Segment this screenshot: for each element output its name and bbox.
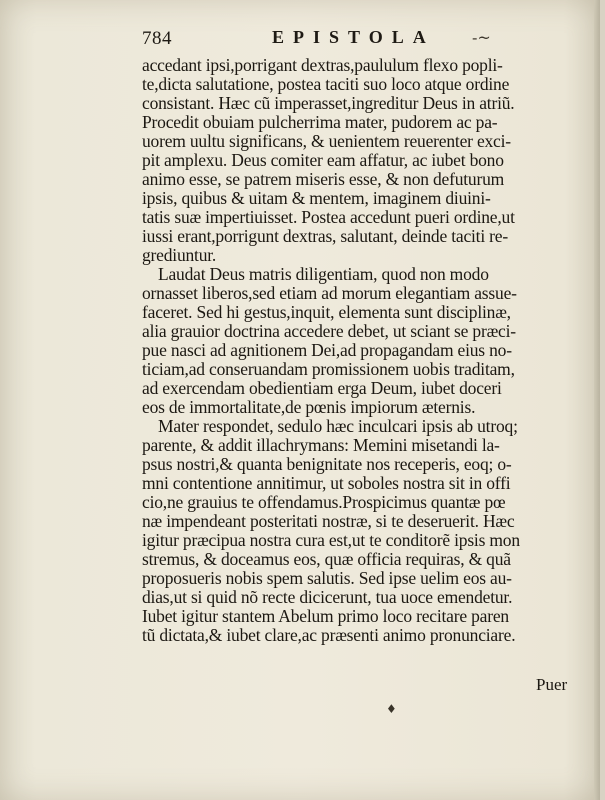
text-line: ticiam,ad conseruandam promissionem uobis traditam,: [142, 359, 515, 379]
text-line: stremus, & doceamus eos, quæ officia requiras, & quã: [142, 549, 511, 569]
text-line: dias,ut si quid nõ recte dicicerunt, tua uoce emendetur.: [142, 587, 513, 607]
text-line: animo esse, se patrem miseris esse, & non defuturum: [142, 169, 505, 189]
text-line: cio,ne grauius te offendamus.Prospicimus quantæ pœ: [142, 492, 506, 512]
text-line: faceret. Sed hi gestus,inquit, elementa sunt disciplinæ,: [142, 302, 511, 322]
text-line: uorem uultu significans, & uenientem reuerenter exci-: [142, 131, 511, 151]
text-line: Iubet igitur stantem Abelum primo loco recitare paren: [142, 606, 509, 626]
text-line: grediuntur.: [142, 245, 217, 265]
page-edge: [594, 0, 600, 800]
page-number: 784: [142, 28, 172, 49]
text-line: psus nostri,& quanta benignitate nos receperis, eoq; o-: [142, 454, 512, 474]
page-header: [142, 22, 522, 52]
text-line: pit amplexu. Deus comiter eam affatur, ac iubet bono: [142, 150, 504, 170]
paragraph-1: [142, 56, 572, 265]
text-line: Laudat Deus matris diligentiam, quod non modo: [158, 264, 489, 284]
text-line: næ impendeant posteritati nostræ, si te deseruerit. Hæc: [142, 511, 515, 531]
catchword: Puer: [536, 675, 568, 694]
text-line: accedant ipsi,porrigant dextras,paululum flexo popli-: [142, 55, 503, 75]
text-line: consistant. Hæc cũ imperasset,ingreditur Deus in atriũ.: [142, 93, 515, 113]
text-line: igitur præcipua nostra cura est,ut te conditorẽ ipsis mon: [142, 530, 520, 550]
text-line: tũ dictata,& iubet clare,ac præsenti animo pronunciare.: [142, 625, 516, 645]
paragraph-2: [142, 265, 572, 417]
text-line: te,dicta salutatione, postea taciti suo loco atque ordine: [142, 74, 510, 94]
text-line: alia grauior doctrina accedere debet, ut sciant se præci-: [142, 321, 516, 341]
paragraph-3: [142, 417, 572, 645]
text-line: iussi erant,porrigunt dextras, salutant, deinde taciti re-: [142, 226, 508, 246]
text-line: eos de immortalitate,de pœnis impiorum æternis.: [142, 397, 476, 417]
text-line: Procedit obuiam pulcherrima mater, pudorem ac pa-: [142, 112, 498, 132]
footer-ornament-icon: ♦: [386, 702, 397, 716]
header-ornament: -~: [472, 28, 491, 47]
text-line: ad exercendam obedientiam erga Deum, iubet doceri: [142, 378, 502, 398]
body-text: [142, 56, 572, 645]
text-line: ornasset liberos,sed etiam ad morum elegantiam assue-: [142, 283, 517, 303]
text-line: Mater respondet, sedulo hæc inculcari ipsis ab utroq;: [158, 416, 518, 436]
text-line: proposueris nobis spem salutis. Sed ipse uelim eos au-: [142, 568, 512, 588]
text-line: pue nasci ad agnitionem Dei,ad propagandam eius no-: [142, 340, 512, 360]
text-line: mni contentione annitimur, ut soboles nostra sit in offi: [142, 473, 511, 493]
text-line: ipsis, quibus & uitam & mentem, imaginem diuini-: [142, 188, 491, 208]
text-line: parente, & addit illachrymans: Memini misetandi la-: [142, 435, 500, 455]
text-line: tatis suæ impertiuisset. Postea accedunt pueri ordine,ut: [142, 207, 515, 227]
running-title: EPISTOLA: [272, 27, 435, 47]
